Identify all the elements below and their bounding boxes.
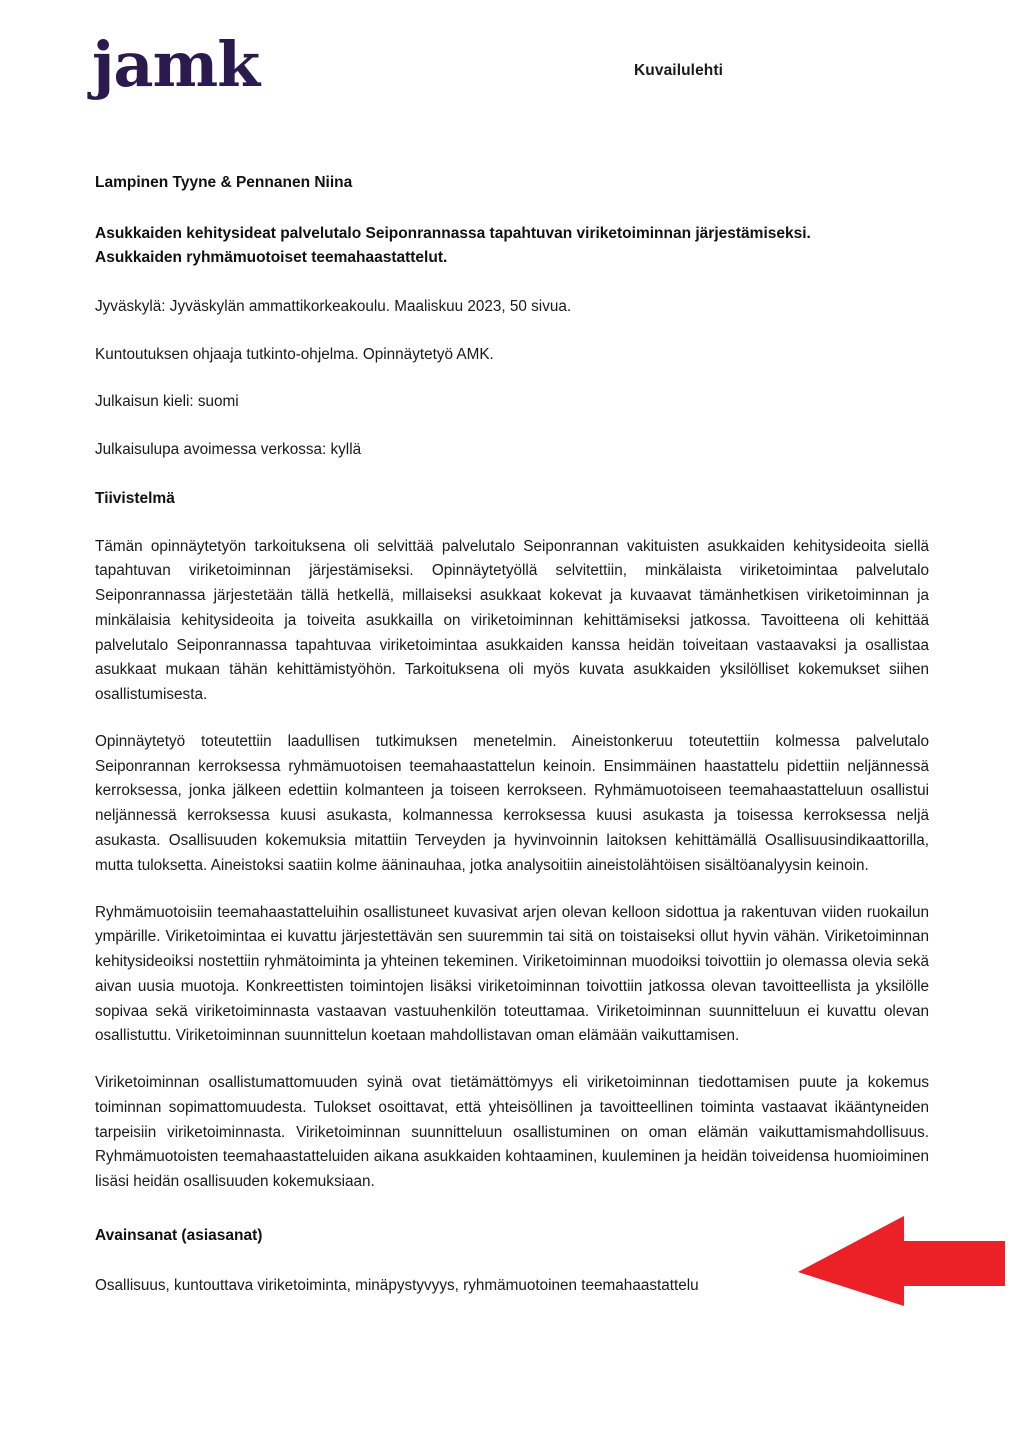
authors-line: Lampinen Tyyne & Pennanen Niina [95, 174, 353, 191]
thesis-title-line-1: Asukkaiden kehitysideat palvelutalo Seiponrannassa tapahtuvan viriketoiminnan järjestämiseksi. [95, 225, 811, 243]
abstract-paragraph: Opinnäytetyö toteutettiin laadullisen tutkimuksen menetelmin. Aineistonkeruu toteutettiin kolmessa palvelutalo Seiponrannan kerroksessa ryhmämuotoisen teemahaastattelun keinoin. Ensimmäinen haastattelu pidettiin neljännessä kerroksessa, jonka jälkeen edettiin kolmanteen ja toiseen kerrokseen. Ryhmämuotoiseen teemahaastatteluun osallistui neljännessä kerroksessa kuusi asukasta, kolmannessa kerroksessa kuusi asukasta ja toisessa kerroksessa neljä asukasta. Osallisuuden kokemuksia mitattiin Terveyden ja hyvinvoinnin laitoksen kehittämällä Osallisuusindikaattorilla, mutta tuloksetta. Aineistoksi saatiin kolme ääninauhaa, jotka analysoitiin aineistolähtöisen sisältöanalyysin keinoin. [95, 732, 929, 874]
keywords-heading: Avainsanat (asiasanat) [95, 1227, 263, 1244]
thesis-title-line-2: Asukkaiden ryhmämuotoiset teemahaastattelut. [95, 249, 448, 267]
keywords-section [95, 1224, 929, 1298]
degree-programme: Kuntoutuksen ohjaaja tutkinto-ohjelma. Opinnäytetyö AMK. [95, 345, 494, 363]
jamk-logo: jamk [92, 28, 260, 101]
document-header [0, 0, 1024, 150]
open-access-permission: Julkaisulupa avoimessa verkossa: kyllä [95, 441, 362, 459]
keywords-list: Osallisuus, kuntouttava viriketoiminta, minäpystyvyys, ryhmämuotoinen teemahaastattelu [95, 1277, 699, 1295]
abstract-paragraph: Viriketoiminnan osallistumattomuuden syinä ovat tietämättömyys eli viriketoiminnan tiedottamisen puute ja kokemus toiminnan sopimattomuudesta. Tulokset osoittavat, että yhteisöllinen ja tavoitteellinen toiminta vastaavat ikääntyneiden tarpeisiin viriketoiminnasta. Viriketoiminnan suunnitteluun osallistuminen on oman elämän vaikuttamismahdollisuus. Ryhmämuotoisten teemahaastatteluiden aikana asukkaiden kohtaaminen, kuuleminen ja heidän toiveidensa huomioiminen lisäsi heidän osallisuuden kokemuksiaan. [95, 1074, 929, 1191]
thesis-title [95, 222, 929, 269]
abstract-heading: Tiivistelmä [95, 490, 175, 508]
publication-language: Julkaisun kieli: suomi [95, 393, 239, 411]
publication-info: Jyväskylä: Jyväskylän ammattikorkeakoulu. Maaliskuu 2023, 50 sivua. [95, 297, 572, 315]
page-title: Kuvailulehti [634, 62, 724, 79]
document-content [95, 172, 929, 1195]
abstract-paragraph: Tämän opinnäytetyön tarkoituksena oli selvittää palvelutalo Seiponrannan vakituisten asukkaiden kehitysideoita siellä tapahtuvan viriketoiminnan järjestämiseksi. Opinnäytetyöllä selvitettiin, minkälaista viriketoimintaa palvelutalo Seiponrannassa järjestetään tällä hetkellä, millaiseksi asukkaat kokevat ja kuvaavat tämänhetkisen viriketoiminnan ja minkälaisia kehitysideoita ja toiveita asukkailla on viriketoiminnan kehittämiseksi jatkossa. Tavoitteena oli kehittää palvelutalo Seiponrannassa tapahtuvaa viriketoimintaa asukkaiden kanssa heidän toiveitaan vastaavaksi ja osallistaa asukkaat mukaan tähän kehittämistyöhön. Tarkoituksena oli myös kuvata asukkaiden yksilölliset kokemukset siihen osallistumisesta. [95, 537, 929, 704]
abstract-paragraph: Ryhmämuotoisiin teemahaastatteluihin osallistuneet kuvasivat arjen olevan kelloon sidottua ja rakentuvan viiden ruokailun ympärille. Viriketoimintaa ei kuvattu järjestettävän sen suuremmin tai sitä on toistaiseksi ollut hyvin vähän. Viriketoiminnan kehitysideoiksi nostettiin ryhmätoiminta ja yhteinen tekeminen. Viriketoiminnan muodoiksi toivottiin jo olemassa olevia sekä aivan uusia muotoja. Konkreettisten toimintojen lisäksi viriketoiminnan toivottiin jatkossa olevan tavoitteellista ja yksilölle sopivaa sekä viriketoiminnasta vastaavan vastuuhenkilön toteuttamaa. Viriketoiminnan suunnitteluun ei kuvattu olevan osallistuttu. Viriketoiminnan suunnittelun koetaan mahdollistavan oman elämään vaikuttamisen. [95, 903, 929, 1045]
